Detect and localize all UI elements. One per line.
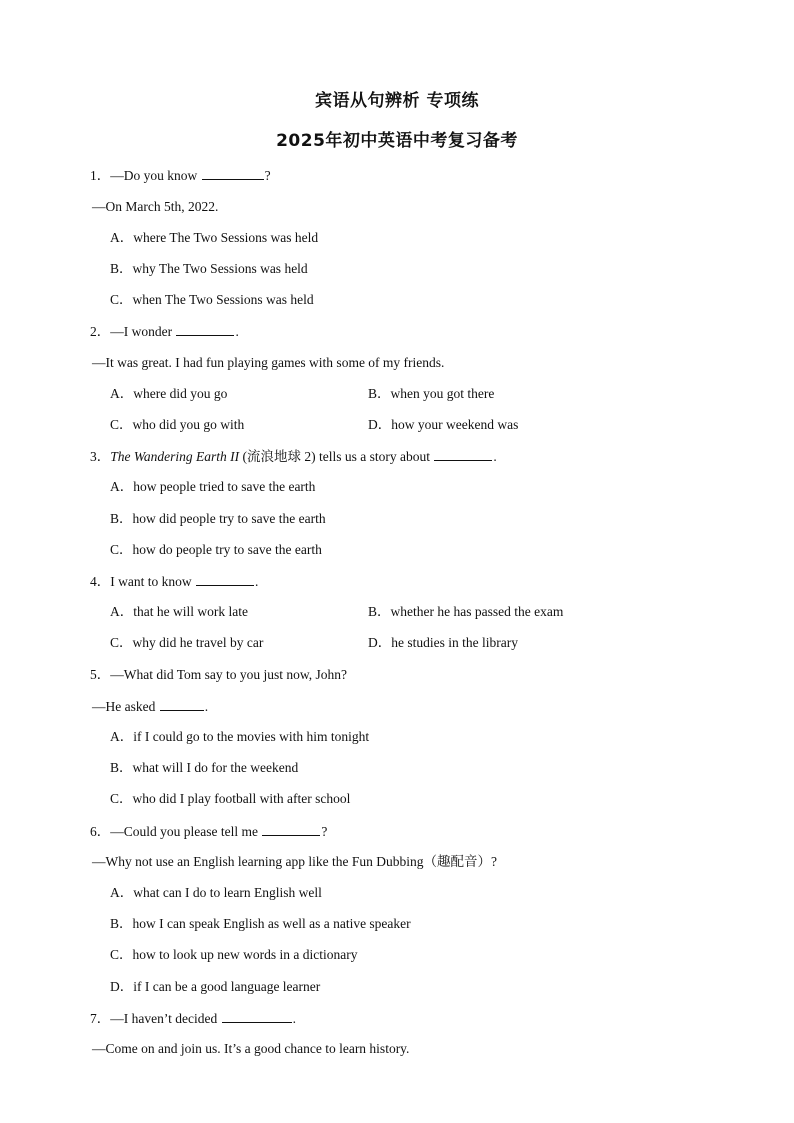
answer-blank xyxy=(434,447,492,461)
question-4-option-c: C．why did he travel by car xyxy=(110,635,264,650)
answer-blank xyxy=(202,166,264,180)
film-title: The Wandering Earth II xyxy=(110,449,240,464)
question-6-option-a: A．what can I do to learn English well xyxy=(110,885,322,900)
question-5-option-b: B．what will I do for the weekend xyxy=(110,760,299,775)
question-1-option-b: B．why The Two Sessions was held xyxy=(110,261,308,276)
answer-blank xyxy=(222,1009,292,1023)
question-7-reply: —Come on and join us. It’s a good chance to learn history. xyxy=(92,1041,410,1056)
question-2-option-b: B．when you got there xyxy=(368,386,495,401)
question-3-stem: 3．The Wandering Earth II (流浪地球 2) tells us a story about . xyxy=(90,449,497,464)
question-4-option-a: A．that he will work late xyxy=(110,604,248,619)
question-1-stem: 1．—Do you know ? xyxy=(90,168,271,183)
question-5-option-c: C．who did I play football with after school xyxy=(110,791,351,806)
question-1-reply: —On March 5th, 2022. xyxy=(92,199,219,214)
question-4-option-d: D．he studies in the library xyxy=(368,635,518,650)
question-5-stem: 5．—What did Tom say to you just now, John? xyxy=(90,667,348,682)
answer-blank xyxy=(176,322,234,336)
question-5-reply: —He asked . xyxy=(92,699,209,714)
page-subtitle: 2025年初中英语中考复习备考 xyxy=(276,131,518,151)
answer-blank xyxy=(262,822,320,836)
question-2-stem: 2．—I wonder . xyxy=(90,324,239,339)
question-2-option-d: D．how your weekend was xyxy=(368,417,519,432)
question-6-option-b: B．how I can speak English as well as a native speaker xyxy=(110,916,411,931)
question-1-option-c: C．when The Two Sessions was held xyxy=(110,292,314,307)
question-5-option-a: A．if I could go to the movies with him tonight xyxy=(110,729,370,744)
question-2-option-a: A．where did you go xyxy=(110,386,228,401)
question-2-reply: —It was great. I had fun playing games with some of my friends. xyxy=(92,355,445,370)
question-6-option-d: D．if I can be a good language learner xyxy=(110,979,321,994)
question-6-option-c: C．how to look up new words in a dictionary xyxy=(110,947,358,962)
question-4-option-b: B．whether he has passed the exam xyxy=(368,604,564,619)
question-6-reply: —Why not use an English learning app like the Fun Dubbing（趣配音）? xyxy=(92,854,497,869)
question-7-stem: 7．—I haven’t decided . xyxy=(90,1011,296,1026)
answer-blank xyxy=(196,572,254,586)
question-4-stem: 4．I want to know . xyxy=(90,574,259,589)
question-6-stem: 6．—Could you please tell me ? xyxy=(90,824,328,839)
question-3-option-c: C．how do people try to save the earth xyxy=(110,542,322,557)
question-3-option-a: A．how people tried to save the earth xyxy=(110,479,316,494)
question-3-option-b: B．how did people try to save the earth xyxy=(110,511,326,526)
question-1-option-a: A．where The Two Sessions was held xyxy=(110,230,319,245)
answer-blank xyxy=(160,697,204,711)
page-title: 宾语从句辨析 专项练 xyxy=(315,91,479,111)
question-2-option-c: C．who did you go with xyxy=(110,417,245,432)
